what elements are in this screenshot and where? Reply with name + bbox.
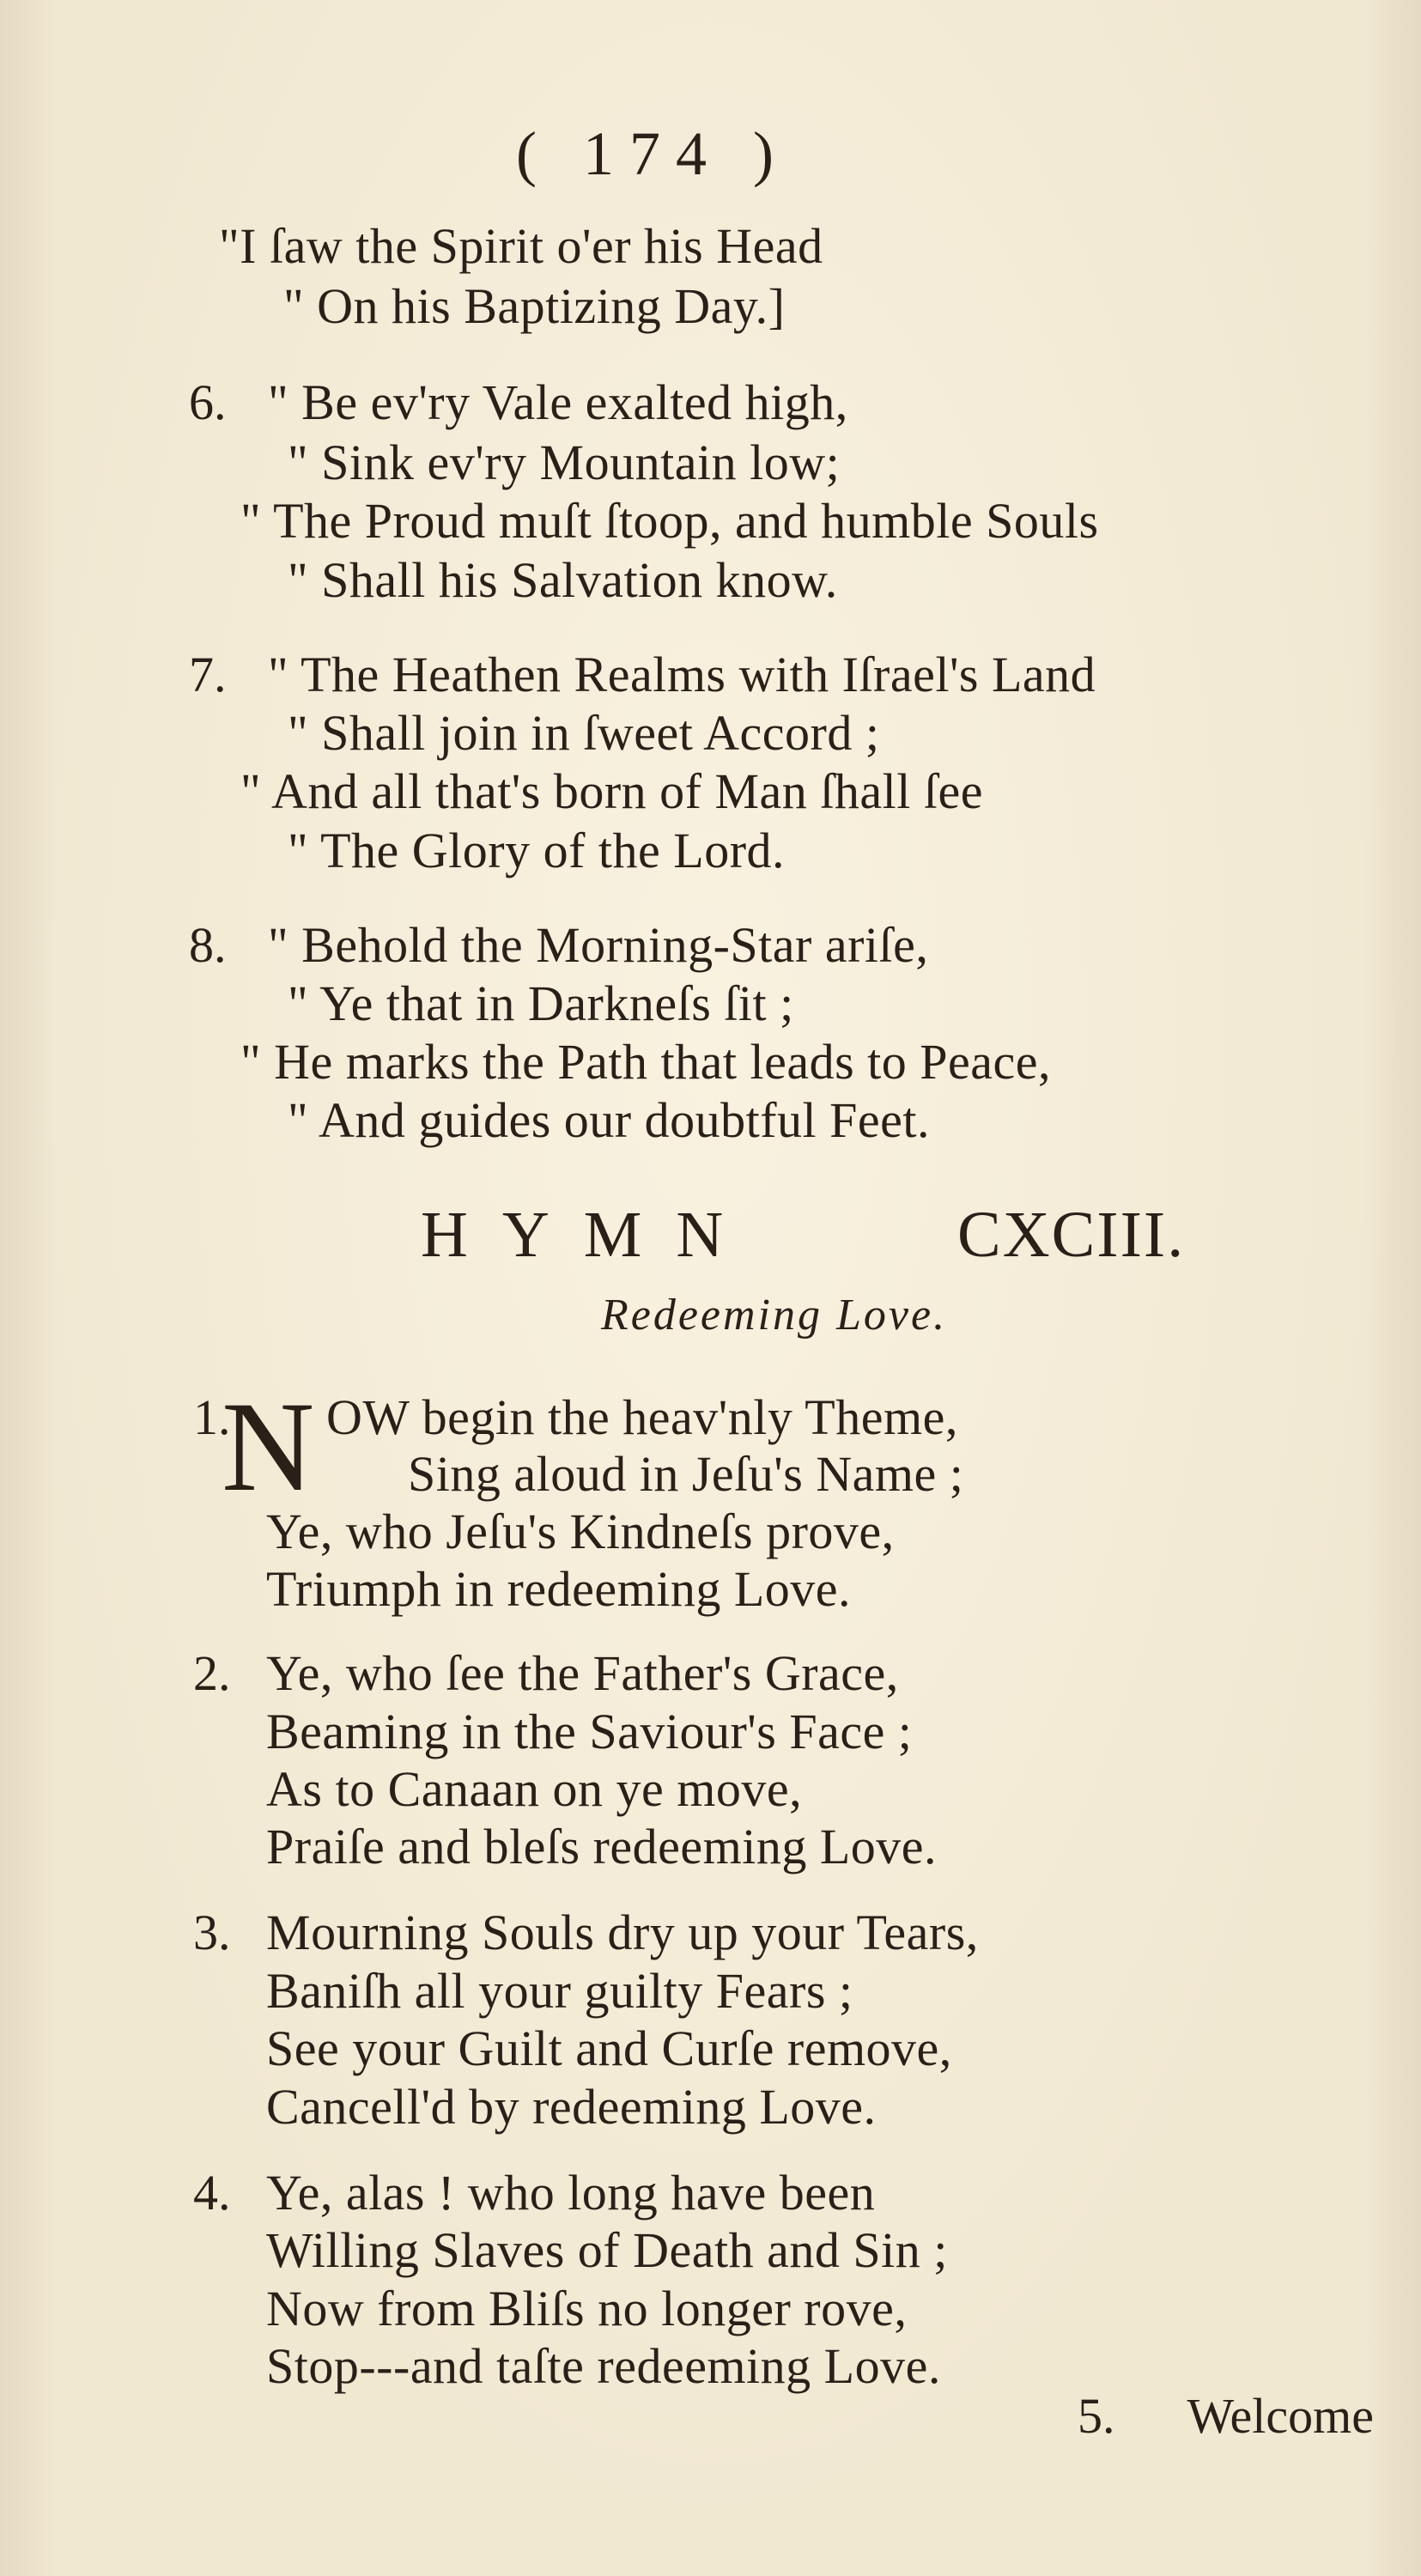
verse-line: Triumph in redeeming Love.	[266, 1561, 851, 1617]
verse-line: " The Heathen Realms with Iſrael's Land	[268, 647, 1096, 702]
stanza-number: 8.	[189, 917, 227, 973]
verse-line: " The Glory of the Lord.	[288, 823, 786, 878]
verse-line: Praiſe and bleſs redeeming Love.	[266, 1819, 938, 1874]
page-number: ( 174 )	[516, 119, 789, 188]
hymn-heading: HYMN	[421, 1199, 758, 1271]
continuation-line: " On his Baptizing Day.]	[283, 278, 786, 334]
verse-line: Ye, who Jeſu's Kindneſs prove,	[266, 1504, 895, 1559]
catchword: Welcome	[1187, 2388, 1374, 2444]
verse-line: " Be ev'ry Vale exalted high,	[268, 374, 848, 430]
verse-line: Baniſh all your guilty Fears ;	[266, 1963, 853, 2019]
verse-line: OW begin the heav'nly Theme,	[326, 1389, 958, 1445]
verse-line: See your Guilt and Curſe remove,	[266, 2020, 952, 2076]
verse-line: Ye, who ſee the Father's Grace,	[266, 1645, 899, 1701]
verse-line: As to Canaan on ye move,	[266, 1761, 803, 1817]
verse-line: " Ye that in Darkneſs ſit ;	[288, 975, 794, 1031]
verse-line: " He marks the Path that leads to Peace,	[240, 1034, 1052, 1090]
hymn-subtitle: Redeeming Love.	[601, 1291, 948, 1340]
verse-line: Mourning Souls dry up your Tears,	[266, 1905, 979, 1960]
verse-line: Cancell'd by redeeming Love.	[266, 2079, 877, 2135]
stanza-number: 3.	[193, 1905, 231, 1960]
verse-line: " The Proud muſt ſtoop, and humble Souls	[240, 493, 1099, 549]
drop-cap: N	[222, 1376, 315, 1518]
continuation-line: "I ſaw the Spirit o'er his Head	[219, 218, 823, 274]
verse-line: Willing Slaves of Death and Sin ;	[266, 2222, 948, 2278]
verse-line: " Sink ev'ry Mountain low;	[288, 434, 841, 490]
verse-line: Stop---and taſte redeeming Love.	[266, 2338, 941, 2394]
verse-line: Now from Bliſs no longer rove,	[266, 2281, 908, 2336]
catchword-number: 5.	[1078, 2388, 1115, 2444]
stanza-number: 4.	[193, 2165, 231, 2221]
verse-line: " Behold the Morning-Star ariſe,	[268, 917, 929, 973]
verse-line: " Shall join in ſweet Accord ;	[288, 705, 880, 761]
verse-line: " And all that's born of Man ſhall ſee	[240, 763, 983, 819]
verse-line: Beaming in the Saviour's Face ;	[266, 1704, 913, 1759]
stanza-number: 7.	[189, 647, 227, 702]
verse-line: " And guides our doubtful Feet.	[288, 1092, 931, 1148]
hymn-number: CXCIII.	[957, 1199, 1186, 1271]
verse-line: " Shall his Salvation know.	[288, 552, 838, 608]
stanza-number: 6.	[189, 374, 227, 430]
stanza-number: 1.	[193, 1389, 231, 1445]
verse-line: Ye, alas ! who long have been	[266, 2165, 876, 2221]
verse-line: Sing aloud in Jeſu's Name ;	[408, 1446, 964, 1502]
stanza-number: 2.	[193, 1645, 231, 1701]
